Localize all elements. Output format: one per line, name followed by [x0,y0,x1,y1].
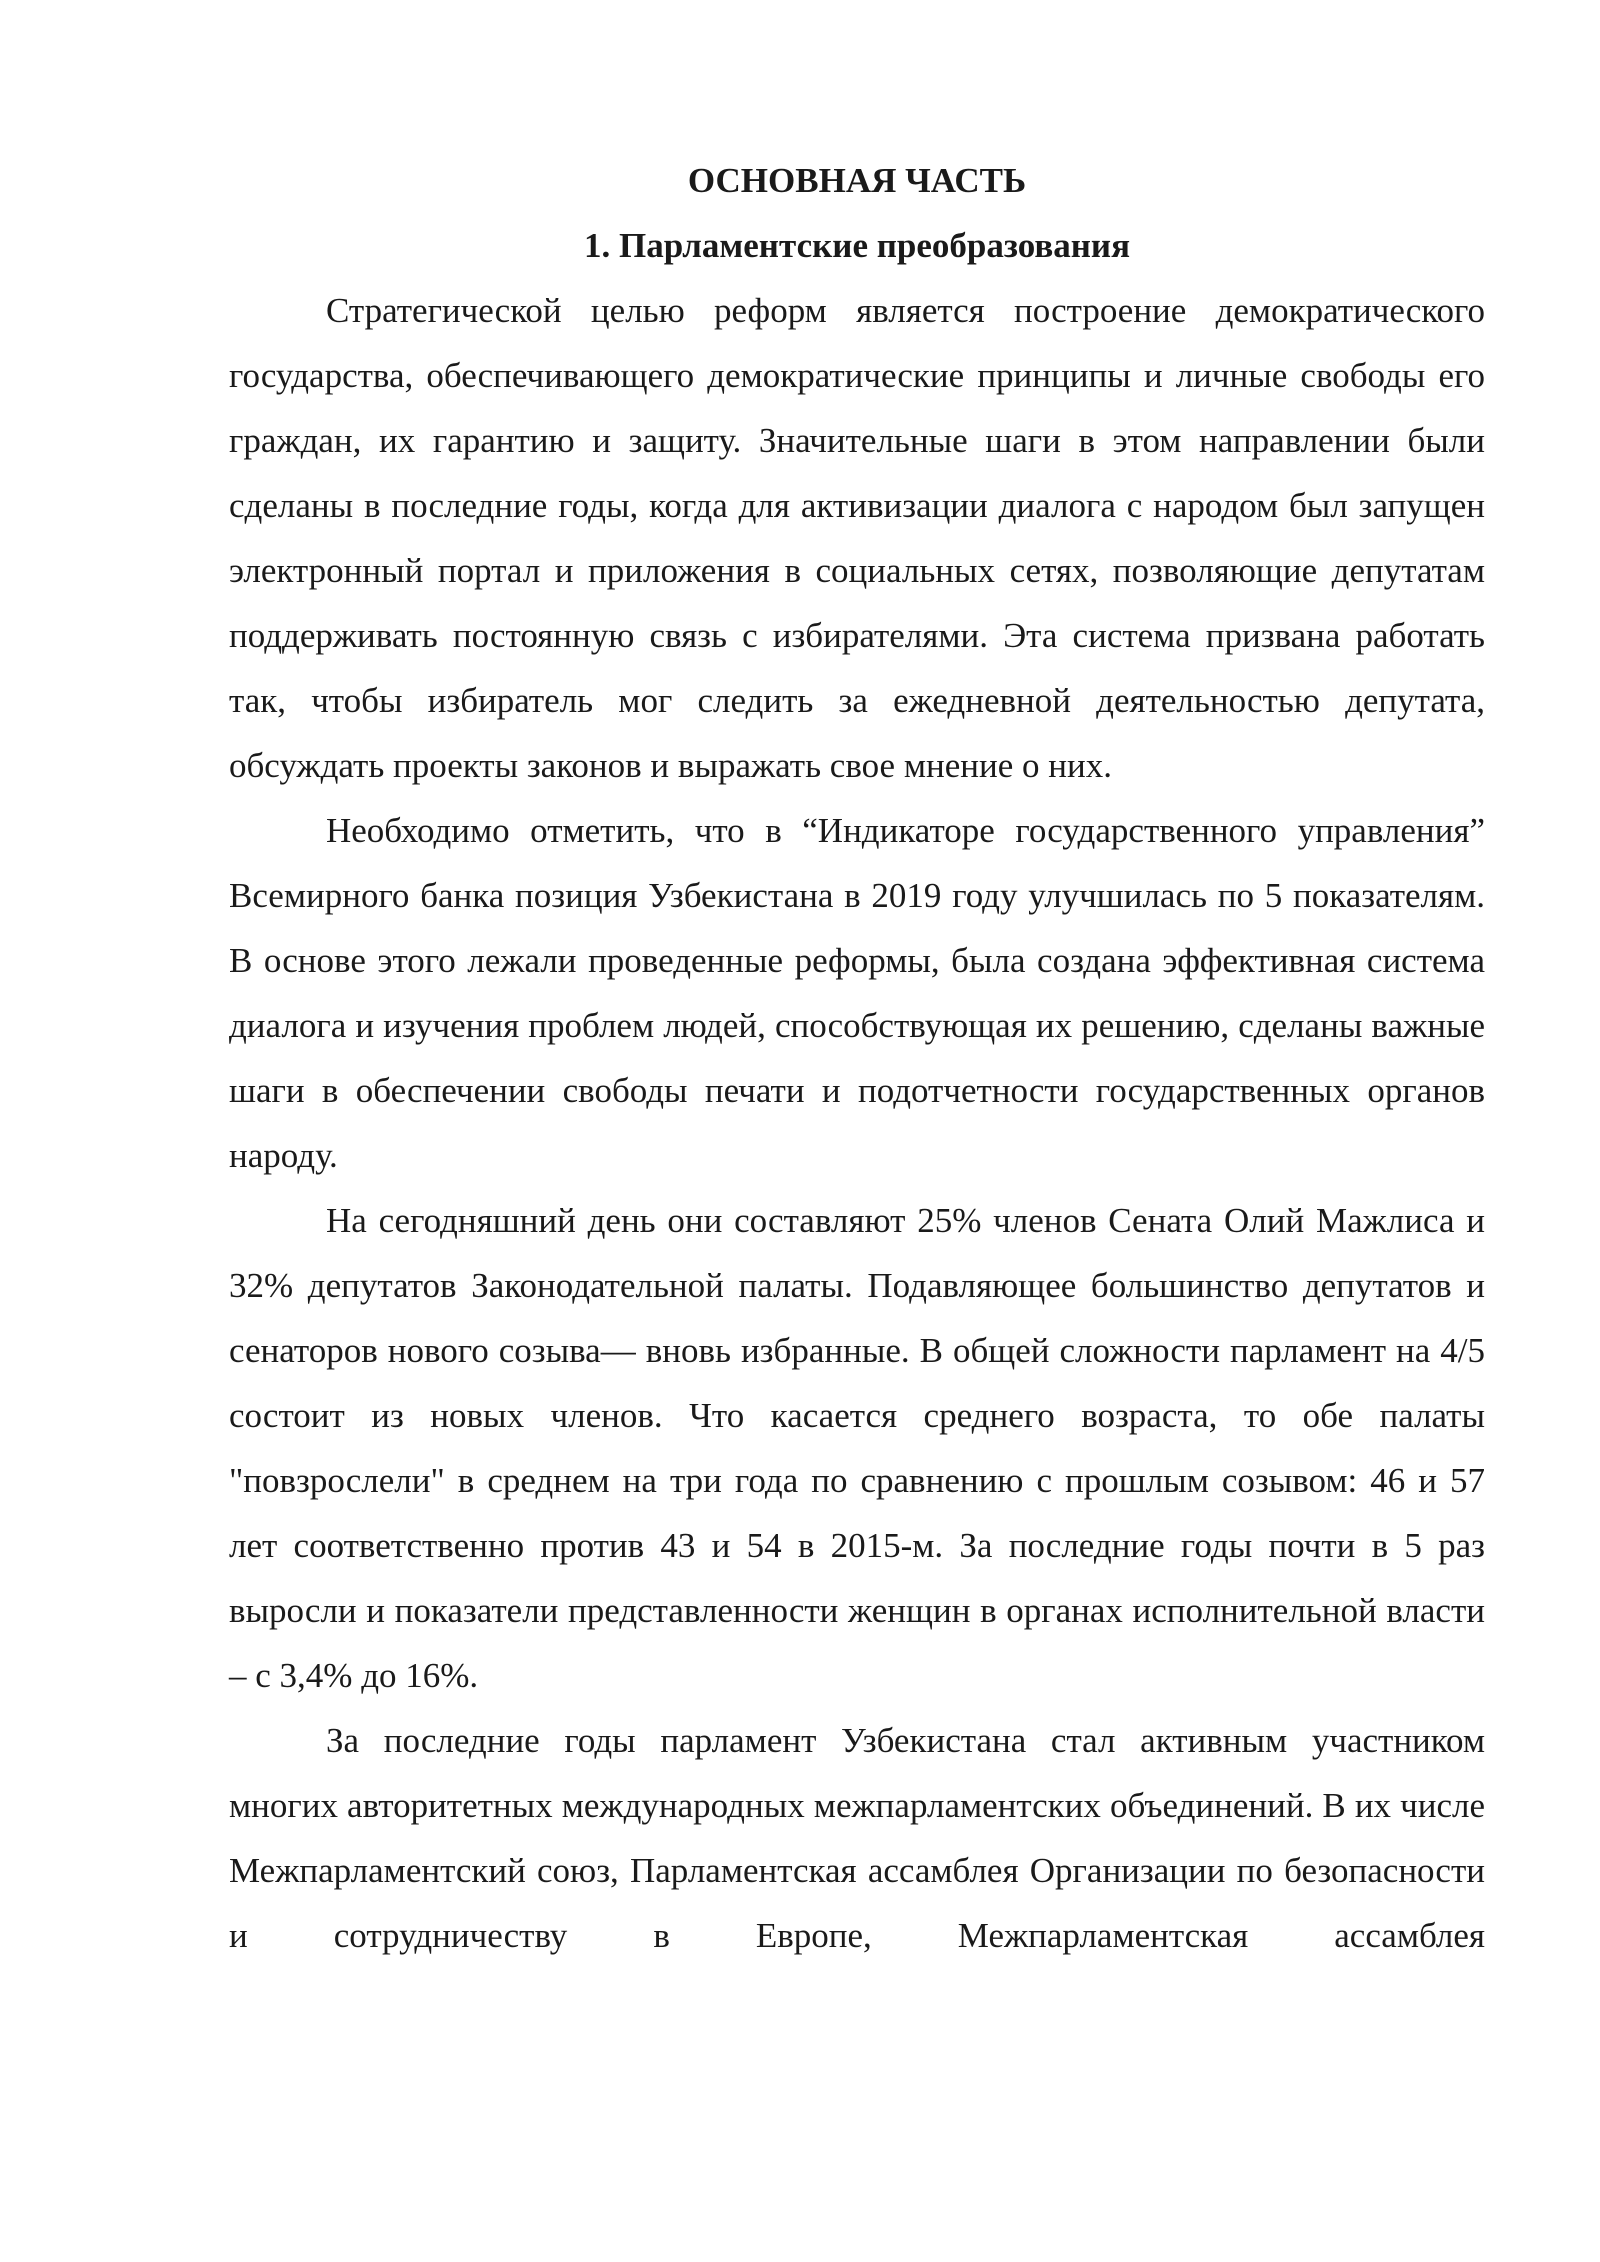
paragraph: За последние годы парламент Узбекистана стал активным участником многих авторитетных международных межпарламентских объединений. В их числе Межпарламентский союз, Парламентская ассамблея Организации по безопасности и сотрудничеству в Европе, Межпарламентская ассамблея [229,1721,1485,1955]
paragraph: Стратегической целью реформ является построение демократического государства, обеспечивающего демократические принципы и личные свободы его граждан, их гарантию и защиту. Значительные шаги в этом направлении были сделаны в последние годы, когда для активизации диалога с народом был запущен электронный портал и приложения в социальных сетях, позволяющие депутатам поддерживать постоянную связь с избирателями. Эта система призвана работать так, чтобы избиратель мог следить за ежедневной деятельностью депутата, обсуждать проекты законов и выражать свое мнение о них. [229,291,1485,785]
paragraph: На сегодняшний день они составляют 25% членов Сената Олий Мажлиса и 32% депутатов Законодательной палаты. Подавляющее большинство депутатов и сенаторов нового созыва— вновь избранные. В общей сложности парламент на 4/5 состоит из новых членов. Что касается среднего возраста, то обе палаты "повзрослели" в среднем на три года по сравнению с прошлым созывом: 46 и 57 лет соответственно против 43 и 54 в 2015-м. За последние годы почти в 5 раз выросли и показатели представленности женщин в органах исполнительной власти – с 3,4% до 16%. [229,1201,1485,1695]
section-title: ОСНОВНАЯ ЧАСТЬ [687,161,1027,200]
subsection-title: 1. Парламентские преобразования [583,226,1131,265]
document-body [229,148,1485,1968]
paragraph: Необходимо отметить, что в “Индикаторе государственного управления” Всемирного банка позиция Узбекистана в 2019 году улучшилась по 5 показателям. В основе этого лежали проведенные реформы, была создана эффективная система диалога и изучения проблем людей, способствующая их решению, сделаны важные шаги в обеспечении свободы печати и подотчетности государственных органов народу. [229,811,1485,1175]
